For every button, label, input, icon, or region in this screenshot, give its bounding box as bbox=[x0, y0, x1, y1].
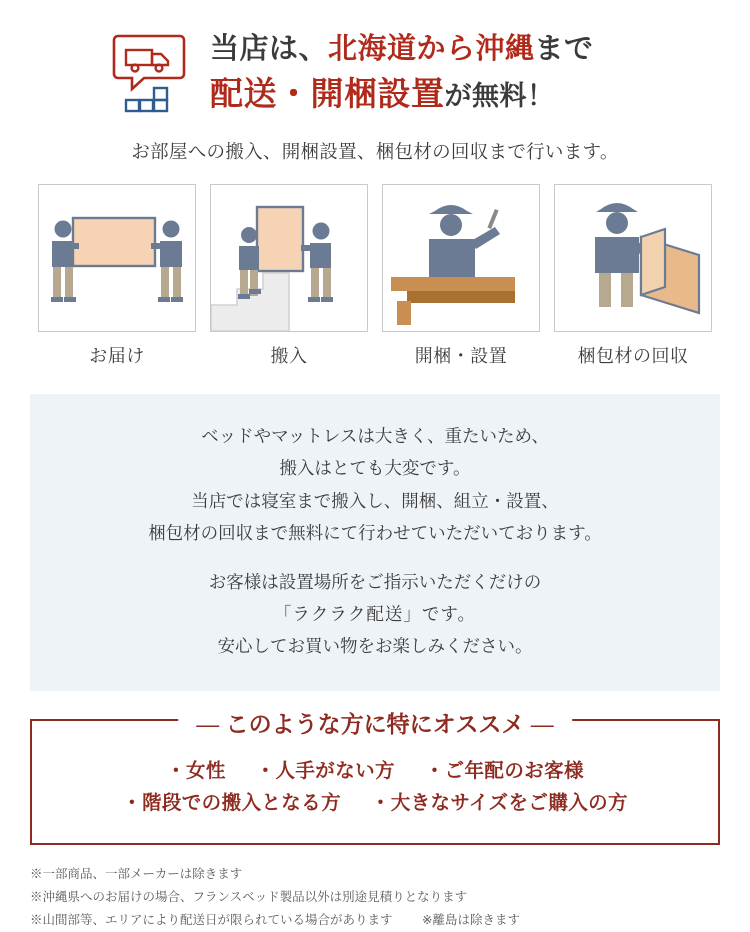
note-line-1: ベッドやマットレスは大きく、重たいため、 bbox=[201, 426, 549, 446]
footnote-1: ※一部商品、一部メーカーは除きます bbox=[30, 866, 243, 881]
note-line-7: 安心してお買い物をお楽しみください。 bbox=[217, 636, 533, 657]
recommend-box bbox=[30, 710, 720, 845]
headline-text bbox=[210, 32, 594, 114]
step-3-illustration bbox=[382, 184, 540, 332]
footnotes bbox=[30, 863, 720, 932]
step-2 bbox=[210, 184, 368, 368]
headline-line2-small: が無料！ bbox=[444, 80, 555, 111]
headline-line1-prefix: 当店は、 bbox=[210, 33, 329, 66]
recommend-title-text: このような方に特にオススメ bbox=[225, 710, 525, 737]
recommend-title bbox=[178, 706, 572, 739]
headline-line-1 bbox=[210, 32, 594, 67]
footnote-row-3 bbox=[30, 909, 720, 932]
footnote-2: ※沖縄県へのお届けの場合、フランスベッド製品以外は別途見積りとなります bbox=[30, 889, 468, 904]
recommend-item-2: ・人手がない方 bbox=[255, 759, 395, 782]
step-2-illustration bbox=[210, 184, 368, 332]
step-2-label: 搬入 bbox=[270, 346, 308, 366]
step-3 bbox=[382, 184, 540, 368]
delivery-truck-icon bbox=[110, 30, 196, 116]
step-1 bbox=[38, 184, 196, 368]
headline-row bbox=[30, 0, 720, 116]
steps-row bbox=[30, 184, 720, 368]
footnote-3: ※山間部等、エリアにより配送日が限られている場合があります bbox=[30, 912, 393, 927]
footnote-4: ※離島は除きます bbox=[422, 912, 520, 927]
step-1-illustration bbox=[38, 184, 196, 332]
recommend-item-1: ・女性 bbox=[166, 759, 226, 782]
step-4-label: 梱包材の回収 bbox=[577, 346, 689, 366]
recommend-dash-left: — bbox=[196, 710, 220, 737]
step-4 bbox=[554, 184, 712, 368]
recommend-item-3: ・ご年配のお客様 bbox=[424, 759, 584, 782]
step-3-label: 開梱・設置 bbox=[414, 346, 508, 366]
note-line-2: 搬入はとても大変です。 bbox=[279, 458, 471, 479]
recommend-row-1 bbox=[42, 755, 708, 783]
step-4-illustration bbox=[554, 184, 712, 332]
headline-line1-accent: 北海道から沖縄 bbox=[328, 33, 535, 66]
note-line-6: 「ラクラク配送」です。 bbox=[273, 603, 477, 624]
note-spacer bbox=[50, 550, 700, 566]
headline-line2-main: 配送・開梱設置 bbox=[210, 74, 445, 112]
headline-line1-suffix: まで bbox=[534, 33, 594, 66]
recommend-item-5: ・大きなサイズをご購入の方 bbox=[370, 791, 628, 814]
recommend-dash-right: — bbox=[530, 710, 554, 737]
subheadline: お部屋への搬入、開梱設置、梱包材の回収まで行います。 bbox=[131, 141, 619, 162]
note-line-3: 当店では寝室まで搬入し、開梱、組立・設置、 bbox=[191, 490, 559, 511]
note-line-5: お客様は設置場所をご指示いただくだけの bbox=[208, 571, 542, 592]
service-note-block bbox=[30, 394, 720, 691]
recommend-item-4: ・階段での搬入となる方 bbox=[122, 791, 341, 814]
headline-line-2 bbox=[210, 74, 594, 114]
note-line-4: 梱包材の回収まで無料にて行わせていただいております。 bbox=[148, 523, 602, 544]
recommend-row-2 bbox=[42, 787, 708, 815]
step-1-label: お届け bbox=[89, 346, 145, 366]
